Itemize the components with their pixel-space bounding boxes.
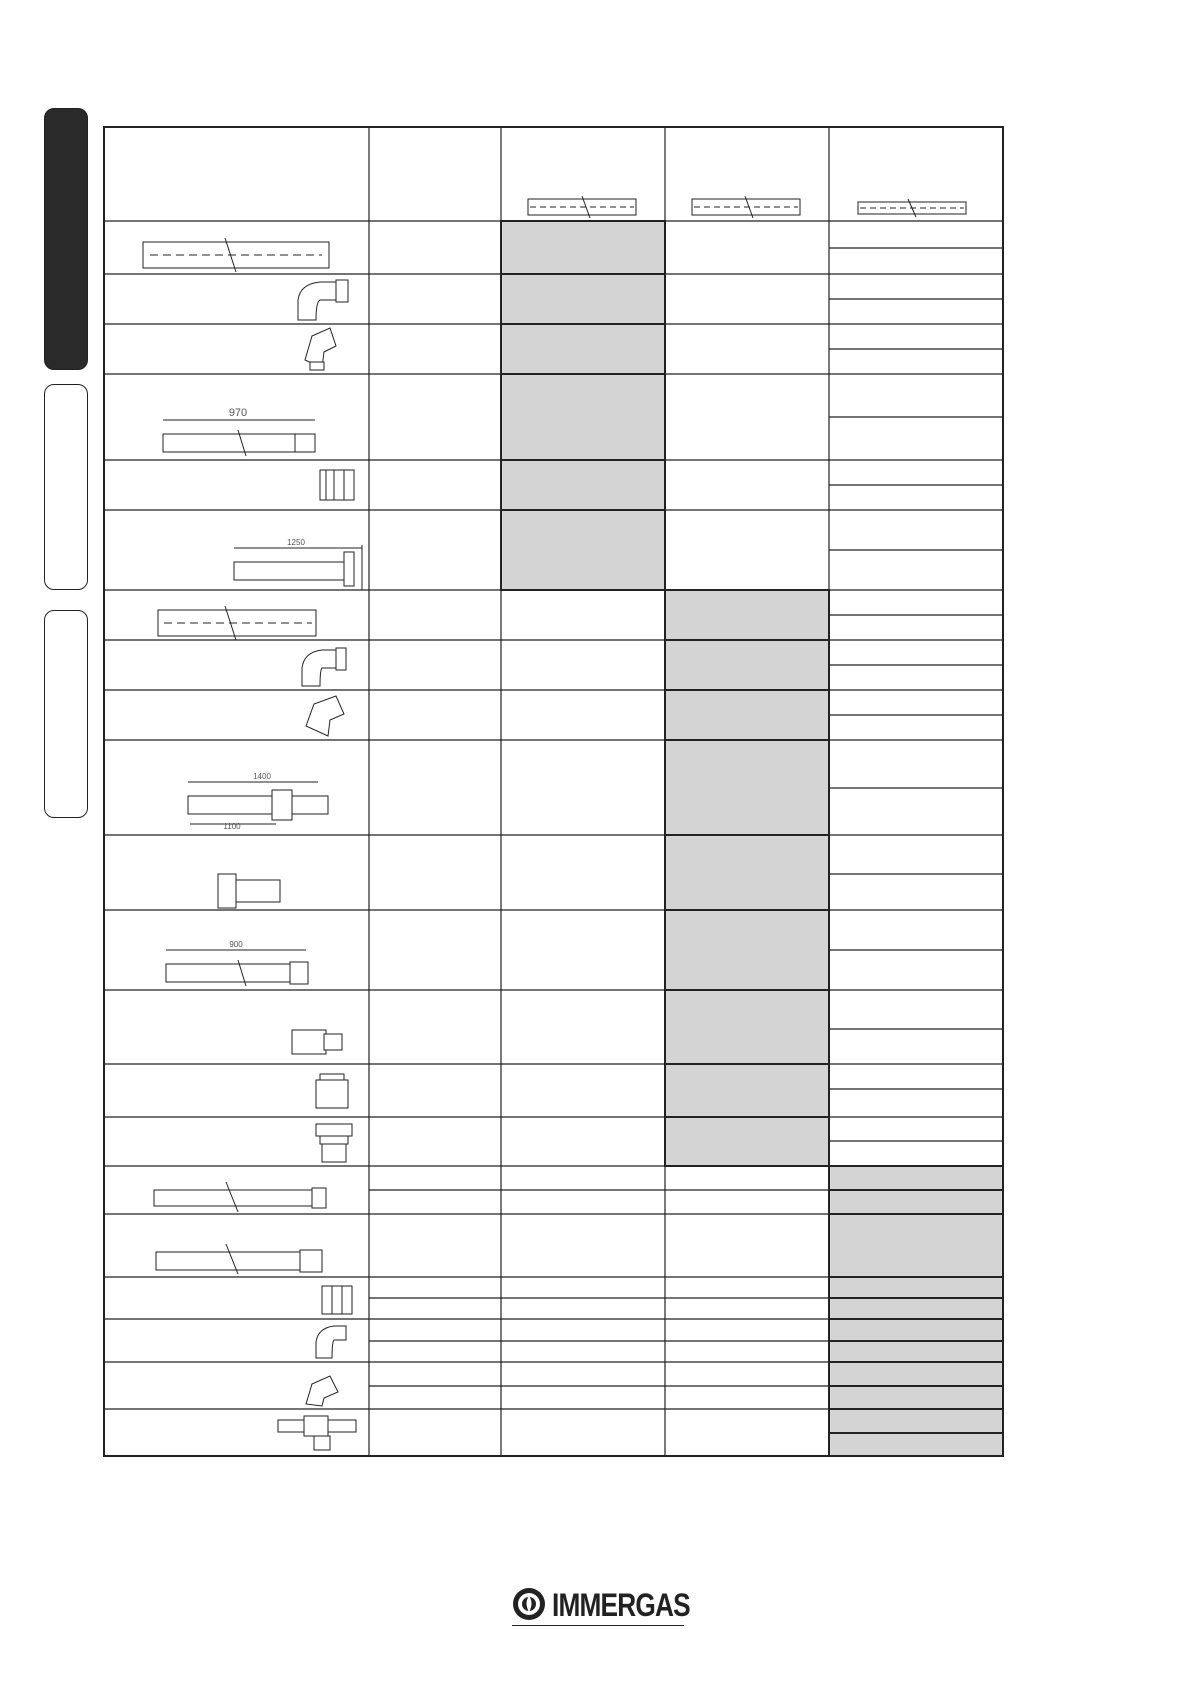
- dimension-label: 1250: [287, 538, 305, 547]
- straight-pipe-icon-2: [158, 606, 316, 640]
- flue-kit-icon: [292, 1030, 342, 1054]
- flame-icon: [512, 1587, 546, 1621]
- single-bend-90-icon: [316, 1326, 346, 1358]
- dimension-label: 900: [229, 940, 243, 949]
- bend-45-icon: [305, 328, 336, 370]
- single-80-icon: [858, 199, 966, 217]
- terminal-pipe-icon: [163, 420, 315, 456]
- adapter-icon: [320, 470, 354, 500]
- bend-90-icon: [298, 280, 348, 320]
- header-icons: [528, 196, 966, 218]
- bend-90-icon-2: [302, 648, 346, 686]
- vertical-terminal-icon: [188, 782, 328, 824]
- straight-pipe-icon: [143, 238, 329, 272]
- horizontal-terminal-icon: [166, 950, 308, 986]
- coaxial-80-125-icon: [692, 196, 800, 218]
- single-bend-45-icon: [306, 1376, 338, 1406]
- dimension-label-secondary: 1100: [223, 822, 241, 831]
- coaxial-60-100-icon: [528, 196, 636, 218]
- logo-underline: [512, 1625, 684, 1626]
- shaded-cells: [501, 221, 1003, 1456]
- split-kit-icon: [278, 1416, 356, 1450]
- bend-45-icon-2: [306, 696, 344, 736]
- adapter-bell-icon: [316, 1124, 352, 1162]
- component-icons: [143, 238, 362, 1450]
- dimension-label: 1400: [253, 772, 271, 781]
- reducer-icon: [316, 1074, 348, 1108]
- brand-name: IMMERGAS: [552, 1587, 690, 1623]
- immergas-logo: [512, 1585, 690, 1625]
- single-pipe-icon: [154, 1182, 326, 1212]
- wall-terminal-icon: [218, 874, 280, 908]
- roof-terminal-icon: [234, 545, 362, 590]
- dimension-label: 970: [228, 407, 248, 419]
- single-adapter-icon: [322, 1286, 352, 1314]
- single-terminal-icon: [156, 1244, 322, 1274]
